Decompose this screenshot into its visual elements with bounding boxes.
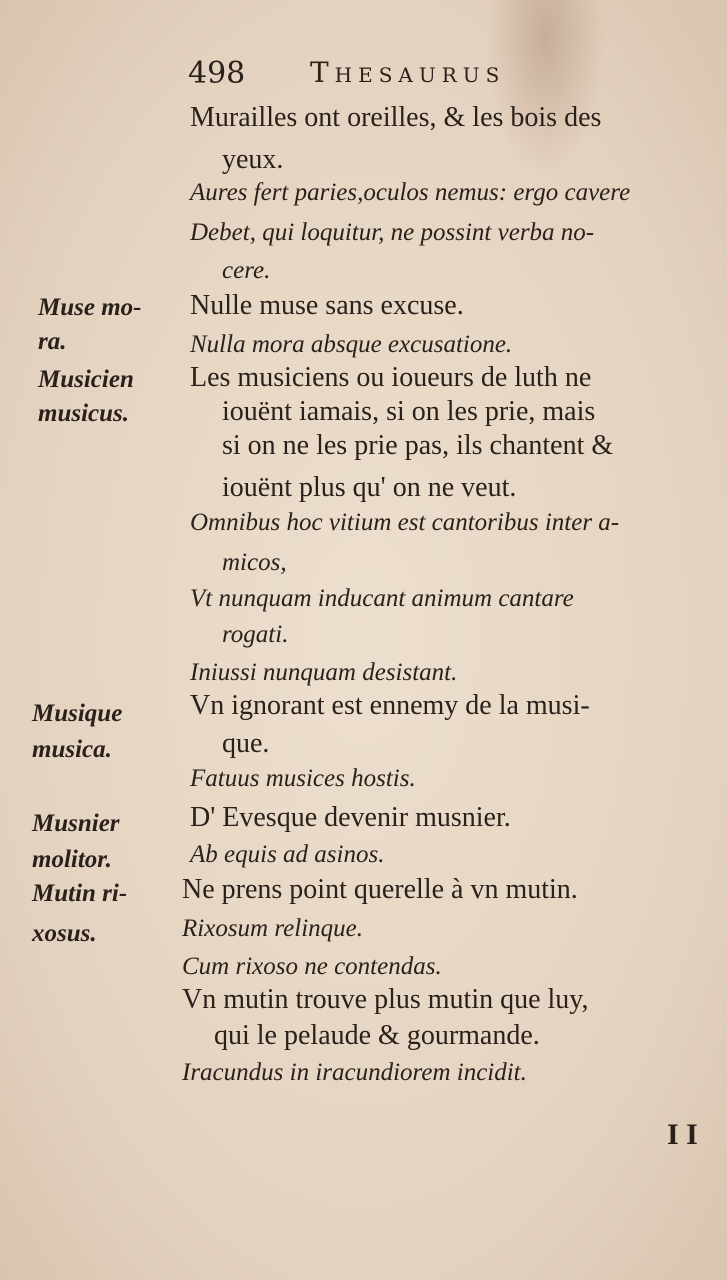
margin-note: Mutin ri- [32,880,128,907]
running-title: Thesaurus [310,56,506,89]
text-line: Iracundus in iracundiorem incidit. [182,1059,527,1086]
margin-note: Muse mo- [38,294,142,321]
margin-note: molitor. [32,846,112,873]
text-line: Vn ignorant est ennemy de la musi- [190,690,590,721]
text-line: D' Evesque devenir musnier. [190,802,511,833]
text-line: Aures fert paries,oculos nemus: ergo cavere [190,179,631,206]
text-line: Iniussi nunquam desistant. [190,659,458,686]
text-line: Les musiciens ou ioueurs de luth ne [190,362,592,393]
text-line: Rixosum relinque. [182,915,363,942]
text-line: Vn mutin trouve plus mutin que luy, [182,984,589,1015]
text-line: iouënt plus qu' on ne veut. [222,472,517,503]
margin-note: ra. [38,328,67,355]
text-line: Fatuus musices hostis. [190,765,416,792]
text-line: Nulle muse sans excuse. [190,290,464,321]
signature-mark: I I [667,1118,698,1151]
text-line: que. [222,728,270,759]
page-number: 498 [188,56,246,91]
margin-note: xosus. [32,920,97,947]
margin-note: Musique [32,700,123,727]
text-line: micos, [222,549,287,576]
text-line: rogati. [222,621,289,648]
text-line: Ne prens point querelle à vn mutin. [182,874,578,905]
text-line: Nulla mora absque excusatione. [190,331,513,358]
text-line: Vt nunquam inducant animum cantare [190,585,574,612]
text-line: Cum rixoso ne contendas. [182,953,442,980]
text-line: cere. [222,257,271,284]
text-line: Debet, qui loquitur, ne possint verba no- [190,219,595,246]
margin-note: Musicien [38,366,134,393]
margin-note: musicus. [38,400,130,427]
margin-note: Musnier [32,810,120,837]
text-line: Omnibus hoc vitium est cantoribus inter a- [190,509,620,536]
text-line: yeux. [222,144,284,175]
text-line: Murailles ont oreilles, & les bois des [190,102,602,133]
text-line: iouënt iamais, si on les prie, mais [222,396,596,427]
margin-note: musica. [32,736,112,763]
page-header [188,54,628,94]
text-line: Ab equis ad asinos. [190,841,385,868]
text-line: qui le pelaude & gourmande. [214,1020,540,1051]
text-line: si on ne les prie pas, ils chantent & [222,430,614,461]
